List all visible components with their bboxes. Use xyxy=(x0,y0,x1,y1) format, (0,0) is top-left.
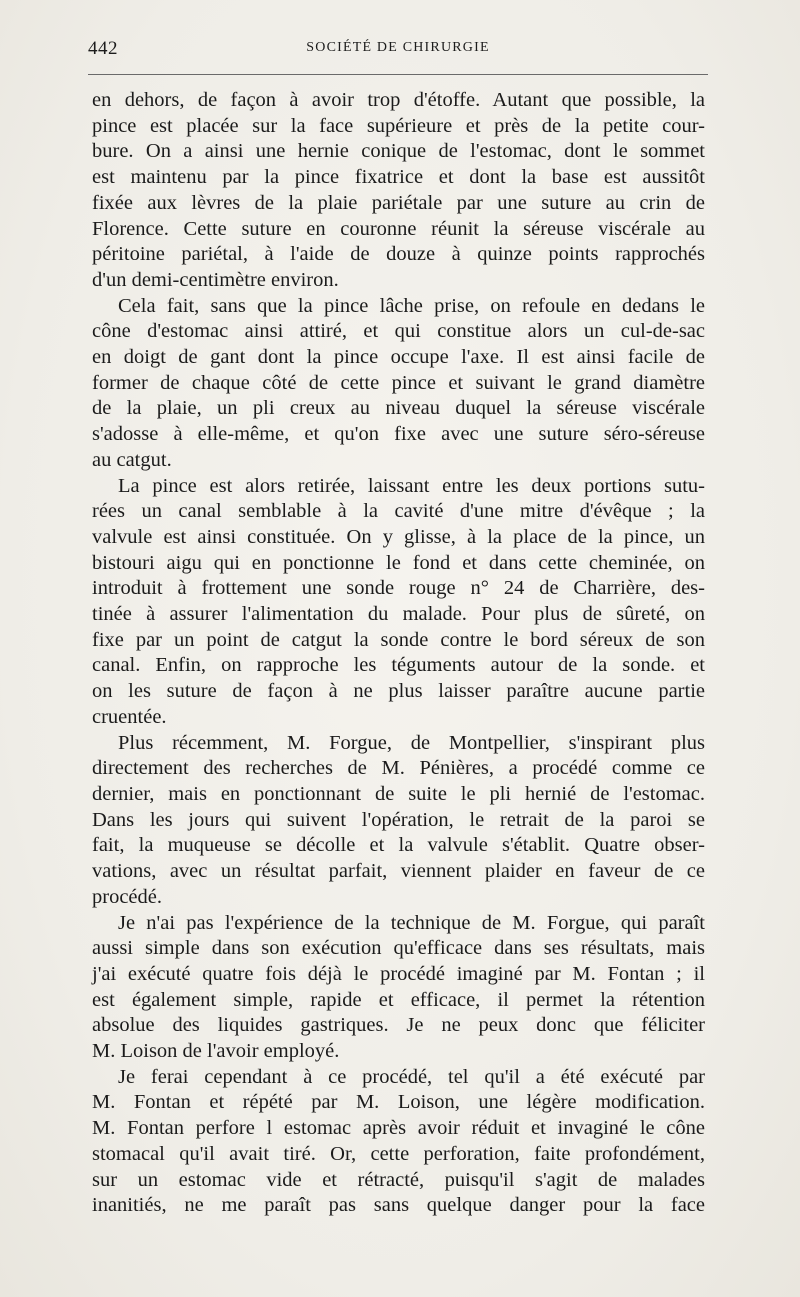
text-line: Je ferai cependant à ce procédé, tel qu'il a été exécuté par xyxy=(118,1065,705,1088)
text-line: dernier, mais en ponctionnant de suite le pli hernié de l'estomac. xyxy=(92,782,705,805)
text-line: sur un estomac vide et rétracté, puisqu'il s'agit de malades xyxy=(92,1168,705,1191)
text-line: canal. Enfin, on rapproche les téguments autour de la sonde. et xyxy=(92,654,705,677)
text-line: introduit à frottement une sonde rouge n° 24 de Charrière, des- xyxy=(92,577,705,600)
text-line: former de chaque côté de cette pince et suivant le grand diamètre xyxy=(92,371,705,394)
text-line: fixée aux lèvres de la plaie pariétale par une suture au crin de xyxy=(92,191,705,214)
page-number: 442 xyxy=(88,38,118,59)
text-line: M. Loison de l'avoir employé. xyxy=(92,1040,340,1063)
body-text xyxy=(92,88,705,1219)
running-head: SOCIÉTÉ DE CHIRURGIE xyxy=(306,40,490,55)
text-line: Je n'ai pas l'expérience de la technique de M. Forgue, qui paraît xyxy=(118,911,705,934)
text-line: valvule est ainsi constituée. On y glisse, à la place de la pince, un xyxy=(92,525,705,548)
text-line: vations, avec un résultat parfait, viennent plaider en faveur de ce xyxy=(92,860,705,883)
text-line: rées un canal semblable à la cavité d'une mitre d'évêque ; la xyxy=(92,500,705,523)
text-line: cruentée. xyxy=(92,705,167,728)
text-line: absolue des liquides gastriques. Je ne peux donc que féliciter xyxy=(92,1014,705,1037)
text-line: La pince est alors retirée, laissant entre les deux portions sutu- xyxy=(118,474,705,497)
text-line: bure. On a ainsi une hernie conique de l'estomac, dont le sommet xyxy=(92,140,705,163)
text-line: M. Fontan perfore l estomac après avoir réduit et invaginé le cône xyxy=(92,1117,705,1140)
text-line: Cela fait, sans que la pince lâche prise, on refoule en dedans le xyxy=(118,294,705,317)
text-line: Florence. Cette suture en couronne réunit la séreuse viscérale au xyxy=(92,217,705,240)
text-line: d'un demi-centimètre environ. xyxy=(92,268,339,291)
text-line: s'adosse à elle-même, et qu'on fixe avec une suture séro-séreuse xyxy=(92,423,705,446)
text-line: inanitiés, ne me paraît pas sans quelque danger pour la face xyxy=(92,1194,705,1217)
text-line: bistouri aigu qui en ponctionne le fond et dans cette cheminée, on xyxy=(92,551,705,574)
text-line: est également simple, rapide et efficace, il permet la rétention xyxy=(92,988,705,1011)
text-line: cône d'estomac ainsi attiré, et qui constitue alors un cul-de-sac xyxy=(92,320,705,343)
text-line: fait, la muqueuse se décolle et la valvule s'établit. Quatre obser- xyxy=(92,834,705,857)
text-line: procédé. xyxy=(92,885,162,908)
text-line: j'ai exécuté quatre fois déjà le procédé imaginé par M. Fontan ; il xyxy=(92,962,705,985)
text-line: tinée à assurer l'alimentation du malade. Pour plus de sûreté, on xyxy=(92,603,705,626)
text-line: Plus récemment, M. Forgue, de Montpellier, s'inspirant plus xyxy=(118,731,705,754)
text-line: en dehors, de façon à avoir trop d'étoffe. Autant que possible, la xyxy=(92,89,705,111)
text-line: pince est placée sur la face supérieure et près de la petite cour- xyxy=(92,114,705,137)
text-line: est maintenu par la pince fixatrice et dont la base est aussitôt xyxy=(92,166,705,189)
text-line: on les suture de façon à ne plus laisser paraître aucune partie xyxy=(92,680,705,703)
text-line: de la plaie, un pli creux au niveau duquel la séreuse viscérale xyxy=(92,397,705,420)
text-line: stomacal qu'il avait tiré. Or, cette perforation, faite profondément, xyxy=(92,1142,705,1165)
text-line: M. Fontan et répété par M. Loison, une légère modification. xyxy=(92,1091,705,1114)
page-header xyxy=(88,38,708,62)
text-line: Dans les jours qui suivent l'opération, le retrait de la paroi se xyxy=(92,808,705,831)
text-line: fixe par un point de catgut la sonde contre le bord séreux de son xyxy=(92,628,705,651)
text-line: péritoine pariétal, à l'aide de douze à quinze points rapprochés xyxy=(92,243,705,266)
text-line: au catgut. xyxy=(92,448,172,471)
text-line: aussi simple dans son exécution qu'efficace dans ses résultats, mais xyxy=(92,937,705,960)
text-line: directement des recherches de M. Pénières, a procédé comme ce xyxy=(92,757,705,780)
header-rule xyxy=(88,74,708,75)
text-line: en doigt de gant dont la pince occupe l'axe. Il est ainsi facile de xyxy=(92,346,705,369)
